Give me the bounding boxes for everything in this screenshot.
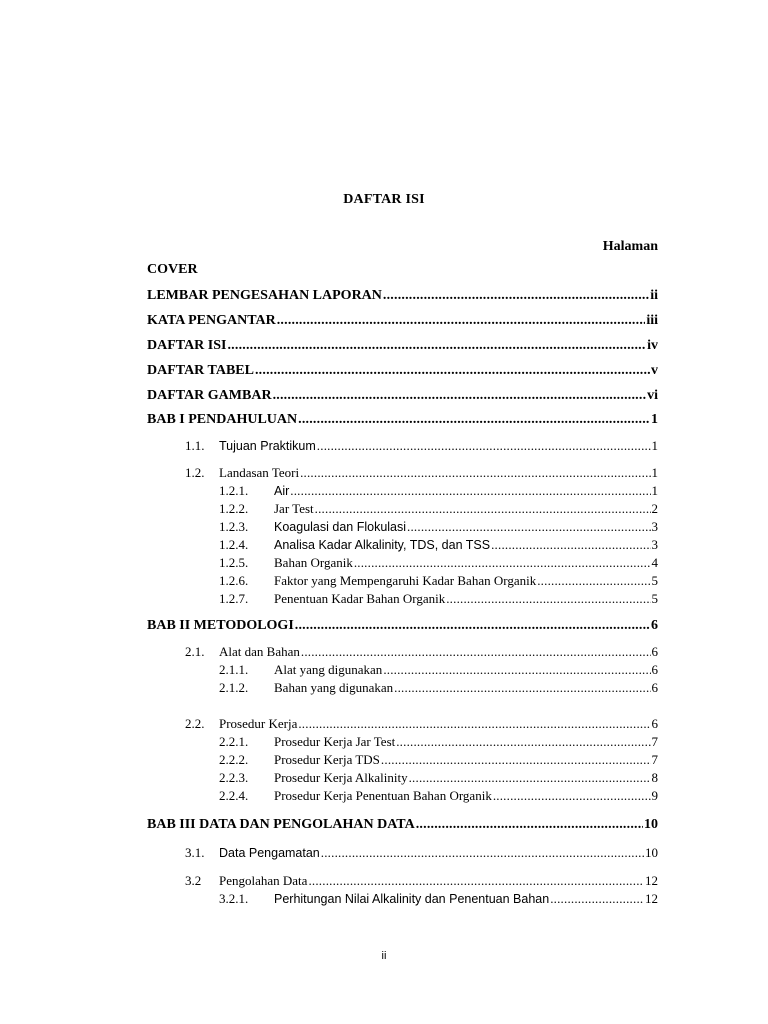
toc-entry-label: BAB III DATA DAN PENGOLAHAN DATA [147, 817, 415, 832]
section-number: 3.2 [185, 873, 202, 888]
toc-page-number: v [651, 363, 658, 378]
dot-leader [227, 337, 646, 355]
toc-page-number: 8 [651, 770, 658, 785]
dot-leader [308, 872, 644, 890]
section-number: 1.2.4. [219, 537, 249, 552]
toc-page-number: iv [647, 338, 658, 353]
toc-page-number: 1 [651, 438, 658, 453]
toc-entry-label: Tujuan Praktikum [219, 439, 316, 453]
toc-page-number: vi [647, 388, 658, 403]
toc-subsection [219, 590, 658, 608]
toc-section [185, 643, 658, 661]
toc-subsection [219, 572, 658, 590]
toc-entry-label: Air [274, 484, 290, 498]
section-number: 3.2.1. [219, 891, 249, 906]
toc-section [185, 715, 658, 733]
section-number: 2.2.1. [219, 734, 249, 749]
toc-subsection [219, 518, 658, 536]
toc-entry-label: Bahan Organik [274, 555, 353, 570]
toc-entry-label: COVER [147, 262, 198, 277]
dot-leader [550, 890, 644, 908]
section-number: 2.2.2. [219, 752, 249, 767]
dot-leader [409, 769, 651, 787]
toc-entry [147, 337, 658, 355]
toc-entry-label: Data Pengamatan [219, 846, 320, 860]
toc-page-number: 3 [651, 519, 658, 534]
toc-page-number: 2 [651, 501, 658, 516]
page-number-footer: ii [381, 950, 387, 962]
toc-entry-label: Prosedur Kerja Jar Test [274, 734, 396, 749]
toc-page-number: 6 [651, 618, 658, 633]
toc-subsection [219, 751, 658, 769]
toc-subsection [219, 890, 658, 908]
toc-entry-label: Prosedur Kerja TDS [274, 752, 380, 767]
toc-entry-label: Koagulasi dan Flokulasi [274, 520, 407, 534]
section-number: 1.2.5. [219, 555, 249, 570]
dot-leader [300, 464, 650, 482]
toc-subsection [219, 679, 658, 697]
section-number: 2.1.1. [219, 662, 249, 677]
dot-leader [295, 617, 650, 635]
toc-entry-label: DAFTAR TABEL [147, 363, 254, 378]
dot-leader [407, 518, 650, 536]
dot-leader [416, 816, 643, 834]
toc-entry-label: Alat yang digunakan [274, 662, 383, 677]
section-number: 3.1. [185, 845, 205, 860]
toc-entry-label: KATA PENGANTAR [147, 313, 276, 328]
toc-subsection [219, 500, 658, 518]
section-number: 2.1.2. [219, 680, 249, 695]
dot-leader [298, 715, 650, 733]
toc-entry-label: Jar Test [274, 501, 314, 516]
section-number: 1.2.3. [219, 519, 249, 534]
toc-section [185, 844, 658, 862]
section-number: 1.2.6. [219, 573, 249, 588]
toc-page-number: 6 [651, 662, 658, 677]
toc-entry-label: LEMBAR PENGESAHAN LAPORAN [147, 288, 382, 303]
toc-page-number: 9 [651, 788, 658, 803]
toc-entry-label: BAB I PENDAHULUAN [147, 412, 298, 427]
toc-entry-label: Analisa Kadar Alkalinity, TDS, dan TSS [274, 538, 491, 552]
section-number: 1.2.2. [219, 501, 249, 516]
toc-page-number: 5 [651, 573, 658, 588]
section-number: 1.2.1. [219, 483, 249, 498]
toc-section [185, 464, 658, 482]
toc-page-number: 7 [651, 734, 658, 749]
toc-subsection [219, 536, 658, 554]
toc-entry-label: Prosedur Kerja Penentuan Bahan Organik [274, 788, 492, 803]
toc-subsection [219, 787, 658, 805]
toc-page-number: 6 [651, 716, 658, 731]
section-number: 2.1. [185, 644, 205, 659]
toc-entry-label: Pengolahan Data [219, 873, 308, 888]
toc-subsection [219, 482, 658, 500]
dot-leader [273, 387, 647, 405]
dot-leader [383, 661, 650, 679]
toc-page-number: 4 [651, 555, 658, 570]
toc-chapter-bab2 [147, 617, 658, 635]
toc-entry-label: DAFTAR ISI [147, 338, 227, 353]
section-number: 2.2.3. [219, 770, 249, 785]
toc-entry-label: Bahan yang digunakan [274, 680, 394, 695]
toc-entry [147, 362, 658, 380]
toc-entry-label: Prosedur Kerja Alkalinity [274, 770, 408, 785]
toc-page-number: 12 [645, 873, 658, 888]
toc-entry-label: BAB II METODOLOGI [147, 618, 294, 633]
dot-leader [317, 437, 651, 455]
section-number: 1.2.7. [219, 591, 249, 606]
dot-leader [290, 482, 650, 500]
toc-entry [147, 287, 658, 305]
section-number: 2.2. [185, 716, 205, 731]
dot-leader [321, 844, 644, 862]
toc-page-number: iii [646, 313, 658, 328]
toc-section [185, 437, 658, 455]
toc-chapter-bab3 [147, 816, 658, 834]
dot-leader [394, 679, 650, 697]
dot-leader [301, 643, 651, 661]
toc-page-number: 3 [651, 537, 658, 552]
toc-subsection [219, 554, 658, 572]
toc-page-number: 6 [651, 644, 658, 659]
section-number: 1.2. [185, 465, 205, 480]
dot-leader [491, 536, 650, 554]
toc-entry-label: Landasan Teori [219, 465, 300, 480]
toc-entry [147, 312, 658, 330]
toc-page-number: 6 [651, 680, 658, 695]
toc-entry-label: DAFTAR GAMBAR [147, 388, 272, 403]
toc-subsection [219, 769, 658, 787]
toc-section [185, 872, 658, 890]
toc-entry-label: Alat dan Bahan [219, 644, 300, 659]
toc-page-number: 1 [651, 412, 658, 427]
toc-entry [147, 387, 658, 405]
dot-leader [354, 554, 651, 572]
dot-leader [446, 590, 650, 608]
toc-entry-label: Penentuan Kadar Bahan Organik [274, 591, 446, 606]
dot-leader [255, 362, 650, 380]
toc-chapter-bab1 [147, 411, 658, 429]
toc-page-number: 10 [645, 845, 658, 860]
page-title: DAFTAR ISI [343, 192, 425, 207]
dot-leader [277, 312, 646, 330]
dot-leader [396, 733, 650, 751]
toc-subsection [219, 733, 658, 751]
toc-page-number: 10 [644, 817, 658, 832]
toc-page-number: 12 [645, 891, 658, 906]
dot-leader [537, 572, 650, 590]
toc-subsection [219, 661, 658, 679]
toc-page-number: 1 [651, 465, 658, 480]
dot-leader [315, 500, 651, 518]
toc-page-number: ii [650, 288, 658, 303]
toc-entry-label: Faktor yang Mempengaruhi Kadar Bahan Organik [274, 573, 537, 588]
toc-page-number: 1 [651, 483, 658, 498]
dot-leader [383, 287, 649, 305]
toc-page-number: 7 [651, 752, 658, 767]
dot-leader [298, 411, 650, 429]
halaman-label: Halaman [602, 239, 658, 254]
toc-entry-label: Prosedur Kerja [219, 716, 298, 731]
toc-entry-label: Perhitungan Nilai Alkalinity dan Penentuan Bahan [274, 892, 550, 906]
dot-leader [381, 751, 651, 769]
section-number: 1.1. [185, 438, 205, 453]
toc-page-number: 5 [651, 591, 658, 606]
section-number: 2.2.4. [219, 788, 249, 803]
dot-leader [493, 787, 651, 805]
toc-entry-cover [147, 261, 658, 279]
